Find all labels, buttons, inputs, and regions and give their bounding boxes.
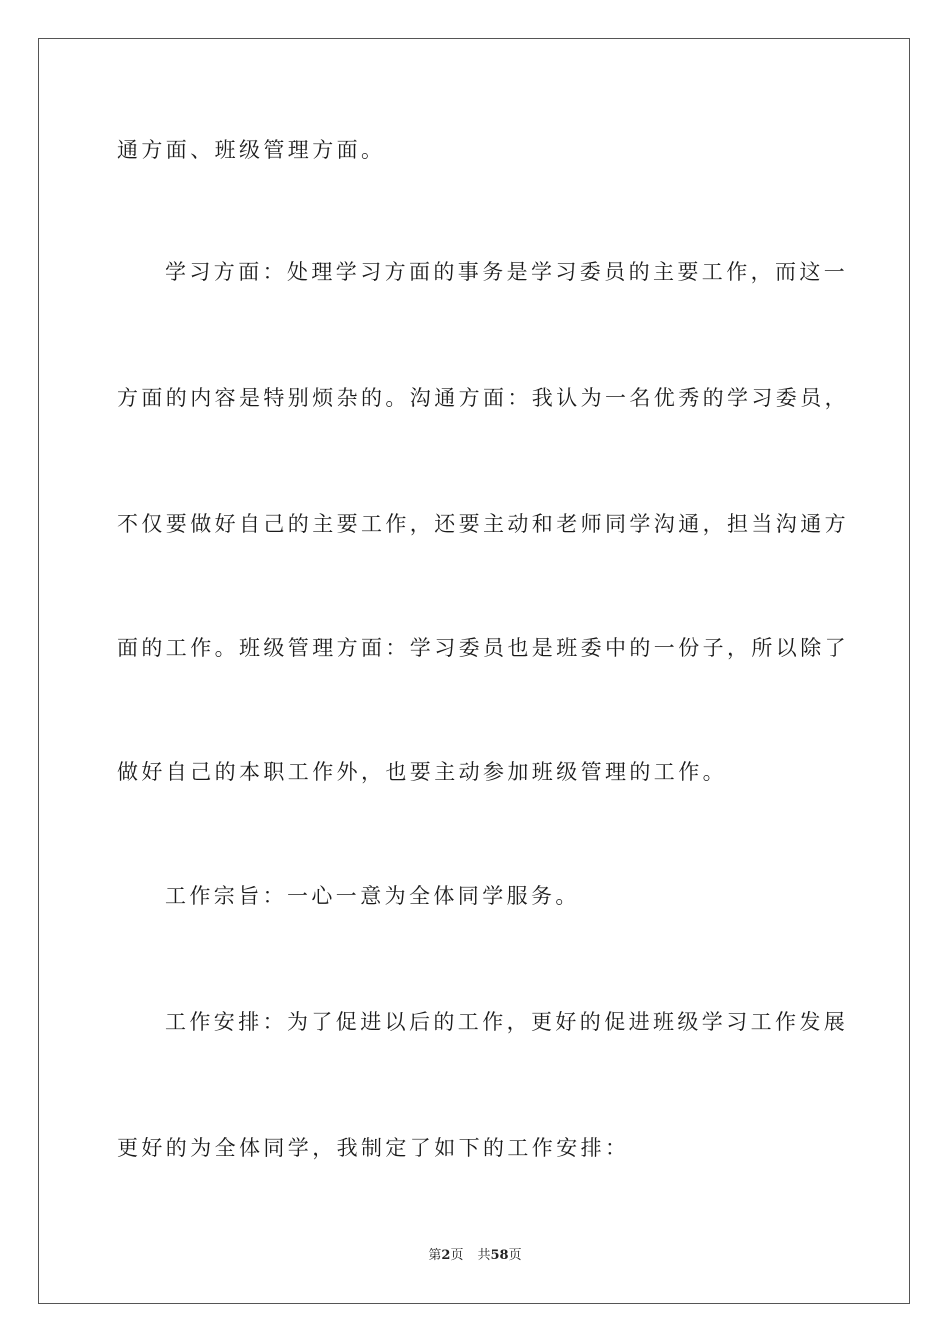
page-prefix: 第 <box>428 1248 442 1263</box>
text-line-8: 工作安排：为了促进以后的工作，更好的促进班级学习工作发展 <box>165 1010 849 1034</box>
page-suffix: 页 <box>450 1248 464 1263</box>
text-line-6: 做好自己的本职工作外，也要主动参加班级管理的工作。 <box>117 760 727 784</box>
current-page-number: 2 <box>441 1248 451 1263</box>
text-line-3: 方面的内容是特别烦杂的。沟通方面：我认为一名优秀的学习委员， <box>117 386 849 410</box>
total-suffix: 页 <box>508 1248 522 1263</box>
total-prefix: 共 <box>477 1248 491 1263</box>
text-line-5: 面的工作。班级管理方面：学习委员也是班委中的一份子，所以除了 <box>117 636 849 660</box>
page-border <box>38 38 910 1304</box>
page-footer <box>0 1247 950 1265</box>
text-line-9: 更好的为全体同学，我制定了如下的工作安排： <box>117 1136 630 1160</box>
text-line-2: 学习方面：处理学习方面的事务是学习委员的主要工作，而这一 <box>165 260 849 284</box>
total-pages-number: 58 <box>490 1248 509 1263</box>
text-line-7: 工作宗旨：一心一意为全体同学服务。 <box>165 884 580 908</box>
text-line-4: 不仅要做好自己的主要工作，还要主动和老师同学沟通，担当沟通方 <box>117 512 849 536</box>
text-line-1: 通方面、班级管理方面。 <box>117 138 386 162</box>
